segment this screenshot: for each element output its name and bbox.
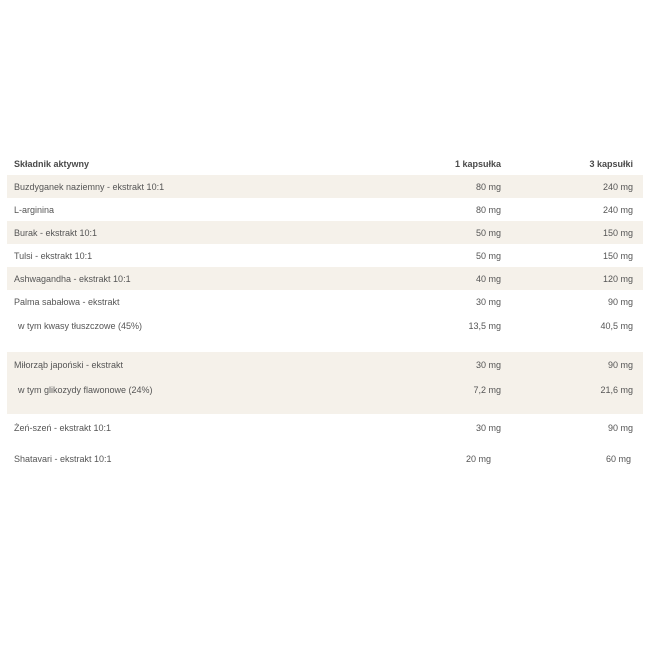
row-dose-3: 240 mg xyxy=(602,182,633,192)
table-row xyxy=(7,221,643,244)
row-dose-1: 30 mg xyxy=(475,360,501,370)
row-dose-3: 90 mg xyxy=(607,360,633,370)
row-dose-1: 30 mg xyxy=(475,423,501,433)
header-dose-1: 1 kapsułka xyxy=(454,159,501,169)
row-dose-1: 50 mg xyxy=(475,251,501,261)
row-ingredient: Żeń-szeń - ekstrakt 10:1 xyxy=(14,423,112,433)
row-dose-1: 40 mg xyxy=(475,274,501,284)
table-row xyxy=(7,414,643,446)
row-ingredient: Ashwagandha - ekstrakt 10:1 xyxy=(14,274,131,284)
table-row xyxy=(7,198,643,221)
table-row xyxy=(7,267,643,290)
row-ingredient: Miłorząb japoński - ekstrakt xyxy=(14,360,124,370)
row-dose-3: 150 mg xyxy=(602,228,633,238)
table-row xyxy=(7,244,643,267)
row-ingredient: Buzdyganek naziemny - ekstrakt 10:1 xyxy=(14,182,165,192)
table-header-row xyxy=(7,152,643,175)
row-sub-ingredient: w tym kwasy tłuszczowe (45%) xyxy=(18,321,143,331)
row-ingredient: Shatavari - ekstrakt 10:1 xyxy=(14,454,112,464)
row-ingredient: Palma sabałowa - ekstrakt xyxy=(14,297,120,307)
table-row-group xyxy=(7,290,643,352)
row-ingredient: Tulsi - ekstrakt 10:1 xyxy=(14,251,93,261)
row-sub-dose-1: 13,5 mg xyxy=(468,321,501,331)
row-sub-dose-1: 7,2 mg xyxy=(473,385,501,395)
row-dose-1: 80 mg xyxy=(475,182,501,192)
header-ingredient: Składnik aktywny xyxy=(14,159,90,169)
row-sub-dose-3: 40,5 mg xyxy=(600,321,633,331)
table-row xyxy=(7,446,643,478)
row-dose-1: 20 mg xyxy=(465,454,491,464)
row-dose-3: 150 mg xyxy=(602,251,633,261)
row-ingredient: L-arginina xyxy=(14,205,55,215)
table-row xyxy=(7,175,643,198)
row-dose-1: 50 mg xyxy=(475,228,501,238)
row-dose-3: 120 mg xyxy=(602,274,633,284)
row-dose-1: 80 mg xyxy=(475,205,501,215)
header-dose-3: 3 kapsułki xyxy=(589,159,633,169)
row-sub-dose-3: 21,6 mg xyxy=(600,385,633,395)
ingredients-table xyxy=(7,152,643,478)
row-sub-ingredient: w tym glikozydy flawonowe (24%) xyxy=(18,385,153,395)
row-dose-3: 60 mg xyxy=(605,454,631,464)
row-dose-3: 90 mg xyxy=(607,297,633,307)
table-row-group xyxy=(7,352,643,414)
row-dose-1: 30 mg xyxy=(475,297,501,307)
row-dose-3: 240 mg xyxy=(602,205,633,215)
row-dose-3: 90 mg xyxy=(607,423,633,433)
row-ingredient: Burak - ekstrakt 10:1 xyxy=(14,228,98,238)
